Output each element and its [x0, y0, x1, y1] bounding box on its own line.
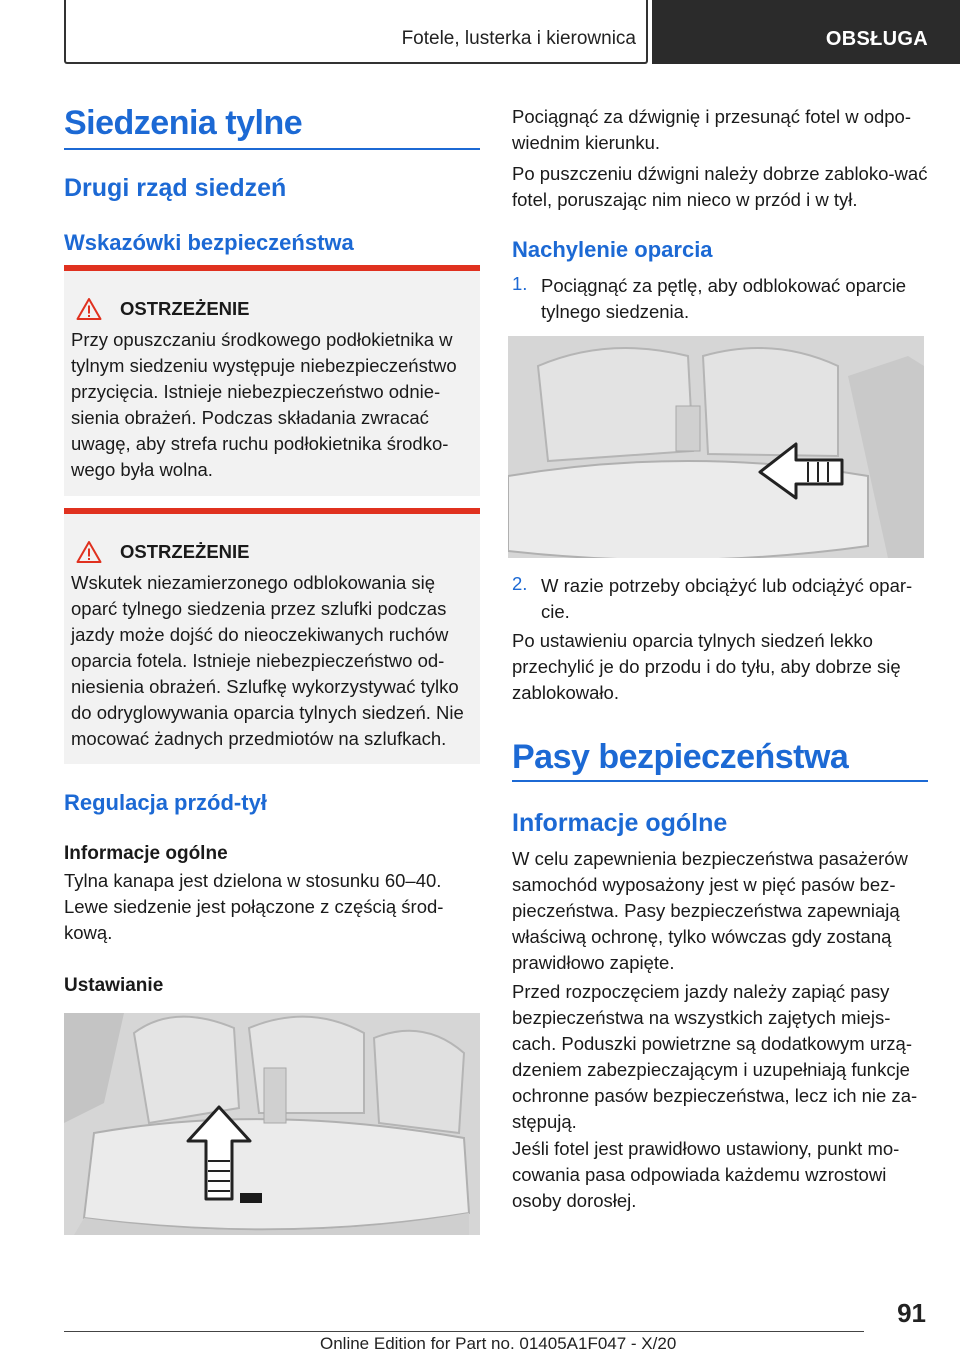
step-text: W razie potrzeby obciążyć lub odciążyć opar-cie. [541, 575, 913, 622]
step-number: 1. [512, 273, 528, 294]
section-title: Fotele, lusterka i kierownica [401, 28, 636, 49]
warning-box-armrest [64, 265, 480, 496]
step-number: 2. [512, 573, 528, 594]
lock-instruction: Po puszczeniu dźwigni należy dobrze zabloko-wać fotel, poruszając nim nieco w przód i w tył. [512, 163, 928, 210]
warning-title: OSTRZEŻENIE [120, 541, 250, 562]
section-heading-second-row: Drugi rząd siedzeń [64, 174, 287, 202]
seat-adjust-illustration [64, 1013, 480, 1235]
edition-note: Online Edition for Part no. 01405A1F047 - X/20 [320, 1334, 677, 1353]
subheading-fore-aft: Regulacja przód-tył [64, 790, 267, 815]
seatbelt-before-driving-text: Przed rozpoczęciem jazdy należy zapiąć pasy bezpieczeństwa na wszystkich zajętych miejs-cach. Poduszki powietrzne są dodatkowym urzą-dzeniem zabezpieczającym i uzupełniają funkcje ochronne pasów bezpieczeństwa, lecz ich nie za-stępują. [512, 981, 918, 1132]
warning-text: Przy opuszczaniu środkowego podłokietnika w tylnym siedzeniu występuje niebezpieczeństwo przycięcia. Istnieje niebezpieczeństwo odnie-sienia obrażeń. Podczas składania zwracać uwagę, aby strefa ruchu podłokietnika środko-wego była wolna. [71, 329, 457, 480]
chapter-tab-label: OBSŁUGA [825, 28, 928, 50]
step-text: Pociągnąć za pętlę, aby odblokować oparcie tylnego siedzenia. [541, 275, 907, 322]
backrest-release-illustration [508, 336, 924, 558]
seat-illustration-svg [64, 1013, 480, 1235]
backrest-illustration-svg [508, 336, 924, 558]
footer-rule [64, 1331, 864, 1332]
warning-triangle-icon [76, 540, 102, 564]
title-rule [64, 148, 480, 150]
page-number: 91 [897, 1298, 926, 1328]
warning-text: Wskutek niezamierzonego odblokowania się oparć tylnego siedzenia przez szlufki podczas jazdy może dojść do nieoczekiwanych ruchów oparcia fotela. Istnieje niebezpieczeństwo od-niesienia obrażeń. Szlufkę wykorzystywać tylko do odryglowywania oparcia tylnych siedzeń. Nie mocować żadnych przedmiotów na szlufkach. [71, 572, 464, 749]
subheading-backrest: Nachylenie oparcia [512, 237, 713, 262]
page-title: Siedzenia tylne [64, 104, 303, 142]
chapter-tab [652, 0, 960, 64]
warning-triangle-icon [76, 297, 102, 321]
section-heading-general: Informacje ogólne [512, 809, 728, 837]
title-rule [512, 780, 928, 782]
warning-title: OSTRZEŻENIE [120, 298, 250, 319]
general-info-text: Tylna kanapa jest dzielona w stosunku 60–40. Lewe siedzenie jest połączone z częścią środ-kową. [64, 870, 444, 943]
lever-instruction: Pociągnąć za dźwignię i przesunąć fotel w odpo-wiednim kierunku. [512, 106, 912, 153]
backrest-lock-text: Po ustawieniu oparcia tylnych siedzeń lekko przechylić je do przodu i do tyłu, aby dobrze się zablokowało. [512, 630, 901, 703]
paragraph-heading-setting: Ustawianie [64, 975, 164, 996]
arrow-up-icon [184, 1105, 254, 1201]
paragraph-heading-general: Informacje ogólne [64, 843, 228, 864]
seatbelt-general-text: W celu zapewnienia bezpieczeństwa pasażerów samochód wyposażony jest w pięć pasów bez-pieczeństwa. Pasy bezpieczeństwa zapewniają właściwą ochronę, tylko wówczas gdy zostaną prawidłowo zapięte. [512, 848, 908, 973]
seatbelt-anchor-text: Jeśli fotel jest prawidłowo ustawiony, punkt mo-cowania pasa odpowiada każdemu wzrostowi osoby dorosłej. [512, 1138, 900, 1211]
running-header [64, 0, 648, 64]
warning-box-backrest [64, 508, 480, 764]
subheading-safety-notes: Wskazówki bezpieczeństwa [64, 230, 354, 255]
seatbelts-title: Pasy bezpieczeństwa [512, 738, 849, 776]
arrow-left-icon [756, 440, 846, 500]
